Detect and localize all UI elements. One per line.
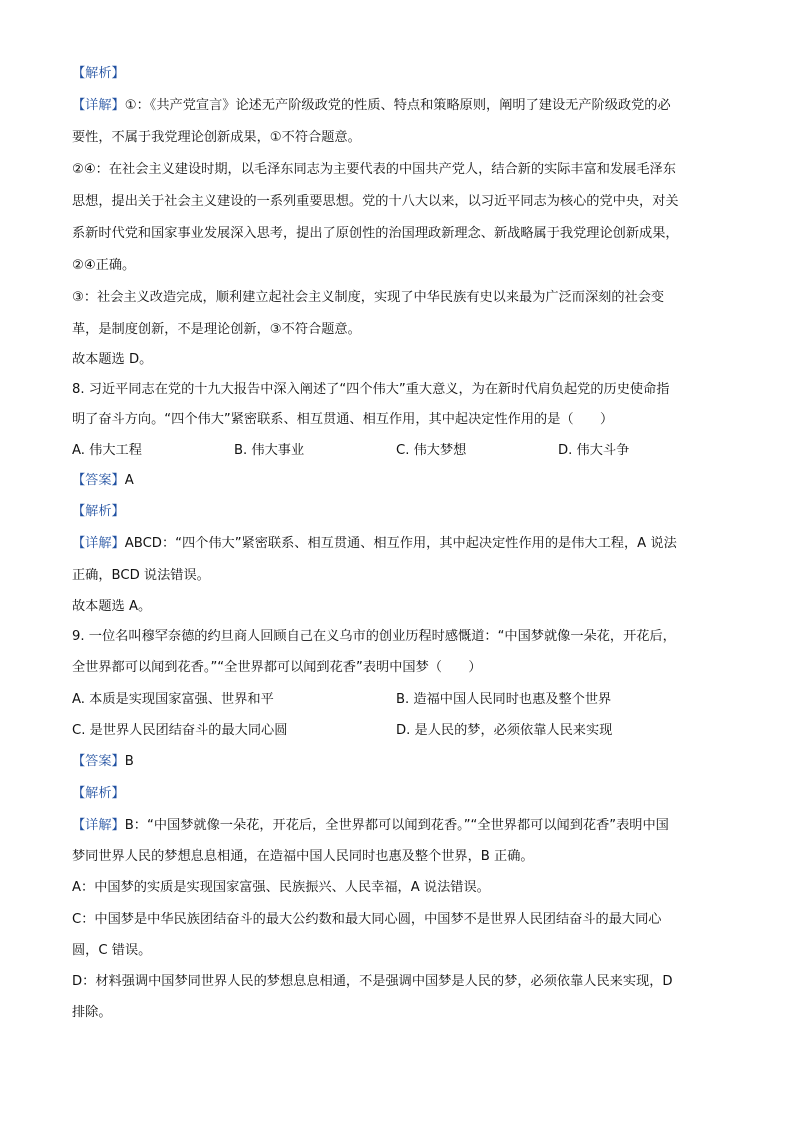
question-9-option-d: D. 是人民的梦，必须依靠人民来实现	[396, 723, 613, 738]
answer-value: B	[124, 754, 134, 769]
detail-text: ①：《共产党宣言》论述无产阶级政党的性质、特点和策略原则，阐明了建设无产阶级政党的必	[124, 98, 671, 113]
detail-line-1	[72, 96, 732, 116]
question-9-option-b: B. 造福中国人民同时也惠及整个世界	[396, 692, 612, 707]
question-8-answer	[72, 471, 732, 491]
detail-tag: 【详解】	[72, 98, 125, 113]
question-8-line-2: 明了奋斗方向。“四个伟大”紧密联系、相互贯通、相互作用，其中起决定性作用的是（ ）	[72, 412, 614, 427]
answer-value: A	[124, 473, 134, 488]
question-8-option-d: D. 伟大斗争	[558, 443, 630, 458]
question-9-option-a: A. 本质是实现国家富强、世界和平	[72, 692, 274, 707]
detail-line-3: ②④：在社会主义建设时期，以毛泽东同志为主要代表的中国共产党人，结合新的实际丰富和发展毛泽东	[72, 162, 676, 177]
question-9-detail-line-2: 梦同世界人民的梦想息息相通，在造福中国人民同时也惠及整个世界，B 正确。	[72, 849, 534, 864]
question-9-line-1: 9. 一位名叫穆罕奈德的约旦商人回顾自己在义乌市的创业历程时感慨道：“中国梦就像一朵花，开花后，	[72, 629, 676, 644]
detail-tag: 【详解】	[72, 818, 125, 833]
question-8-conclusion: 故本题选 A。	[72, 599, 152, 614]
question-8-detail-line-1	[72, 534, 732, 554]
question-8-line-1: 8. 习近平同志在党的十九大报告中深入阐述了“四个伟大”重大意义，为在新时代肩负起党的历史使命指	[72, 382, 670, 397]
question-9-detail-line-5: 圆，C 错误。	[72, 943, 152, 958]
question-8-analysis-heading: 【解析】	[72, 504, 125, 519]
detail-line-7: ③：社会主义改造完成，顺利建立起社会主义制度，实现了中华民族有史以来最为广泛而深刻的社会变	[72, 290, 665, 305]
question-8-option-a: A. 伟大工程	[72, 443, 142, 458]
question-9-answer	[72, 752, 732, 772]
detail-line-5: 系新时代党和国家事业发展深入思考，提出了原创性的治国理政新理念、新战略属于我党理论创新成果，	[72, 226, 679, 241]
question-9-detail-line-4: C：中国梦是中华民族团结奋斗的最大公约数和最大同心圆，中国梦不是世界人民团结奋斗的最大同心	[72, 912, 662, 927]
analysis-heading: 【解析】	[72, 66, 125, 81]
detail-tag: 【详解】	[72, 536, 125, 551]
detail-line-6: ②④正确。	[72, 258, 136, 273]
question-8-detail-line-2: 正确，BCD 说法错误。	[72, 568, 210, 583]
question-8-option-c: C. 伟大梦想	[396, 443, 467, 458]
question-9-detail-line-7: 排除。	[72, 1005, 112, 1020]
detail-line-2: 要性，不属于我党理论创新成果，①不符合题意。	[72, 130, 361, 145]
question-9-analysis-heading: 【解析】	[72, 786, 125, 801]
conclusion-line: 故本题选 D。	[72, 352, 153, 367]
detail-text: B：“中国梦就像一朵花，开花后，全世界都可以闻到花香。”“全世界都可以闻到花香”表明中国	[124, 818, 669, 833]
question-9-line-2: 全世界都可以闻到花香。”“全世界都可以闻到花香”表明中国梦（ ）	[72, 660, 482, 675]
question-9-option-c: C. 是世界人民团结奋斗的最大同心圆	[72, 723, 288, 738]
question-9-detail-line-1	[72, 816, 732, 836]
question-9-detail-line-6: D：材料强调中国梦同世界人民的梦想息息相通，不是强调中国梦是人民的梦，必须依靠人民来实现，D	[72, 974, 673, 989]
detail-line-8: 革，是制度创新，不是理论创新，③不符合题意。	[72, 322, 361, 337]
question-8-option-b: B. 伟大事业	[234, 443, 305, 458]
detail-line-4: 思想，提出关于社会主义建设的一系列重要思想。党的十八大以来，以习近平同志为核心的党中央，对关	[72, 194, 679, 209]
detail-text: ABCD：“四个伟大”紧密联系、相互贯通、相互作用，其中起决定性作用的是伟大工程，A 说法	[124, 536, 677, 551]
answer-tag: 【答案】	[72, 754, 125, 769]
question-9-detail-line-3: A：中国梦的实质是实现国家富强、民族振兴、人民幸福，A 说法错误。	[72, 880, 490, 895]
answer-tag: 【答案】	[72, 473, 125, 488]
